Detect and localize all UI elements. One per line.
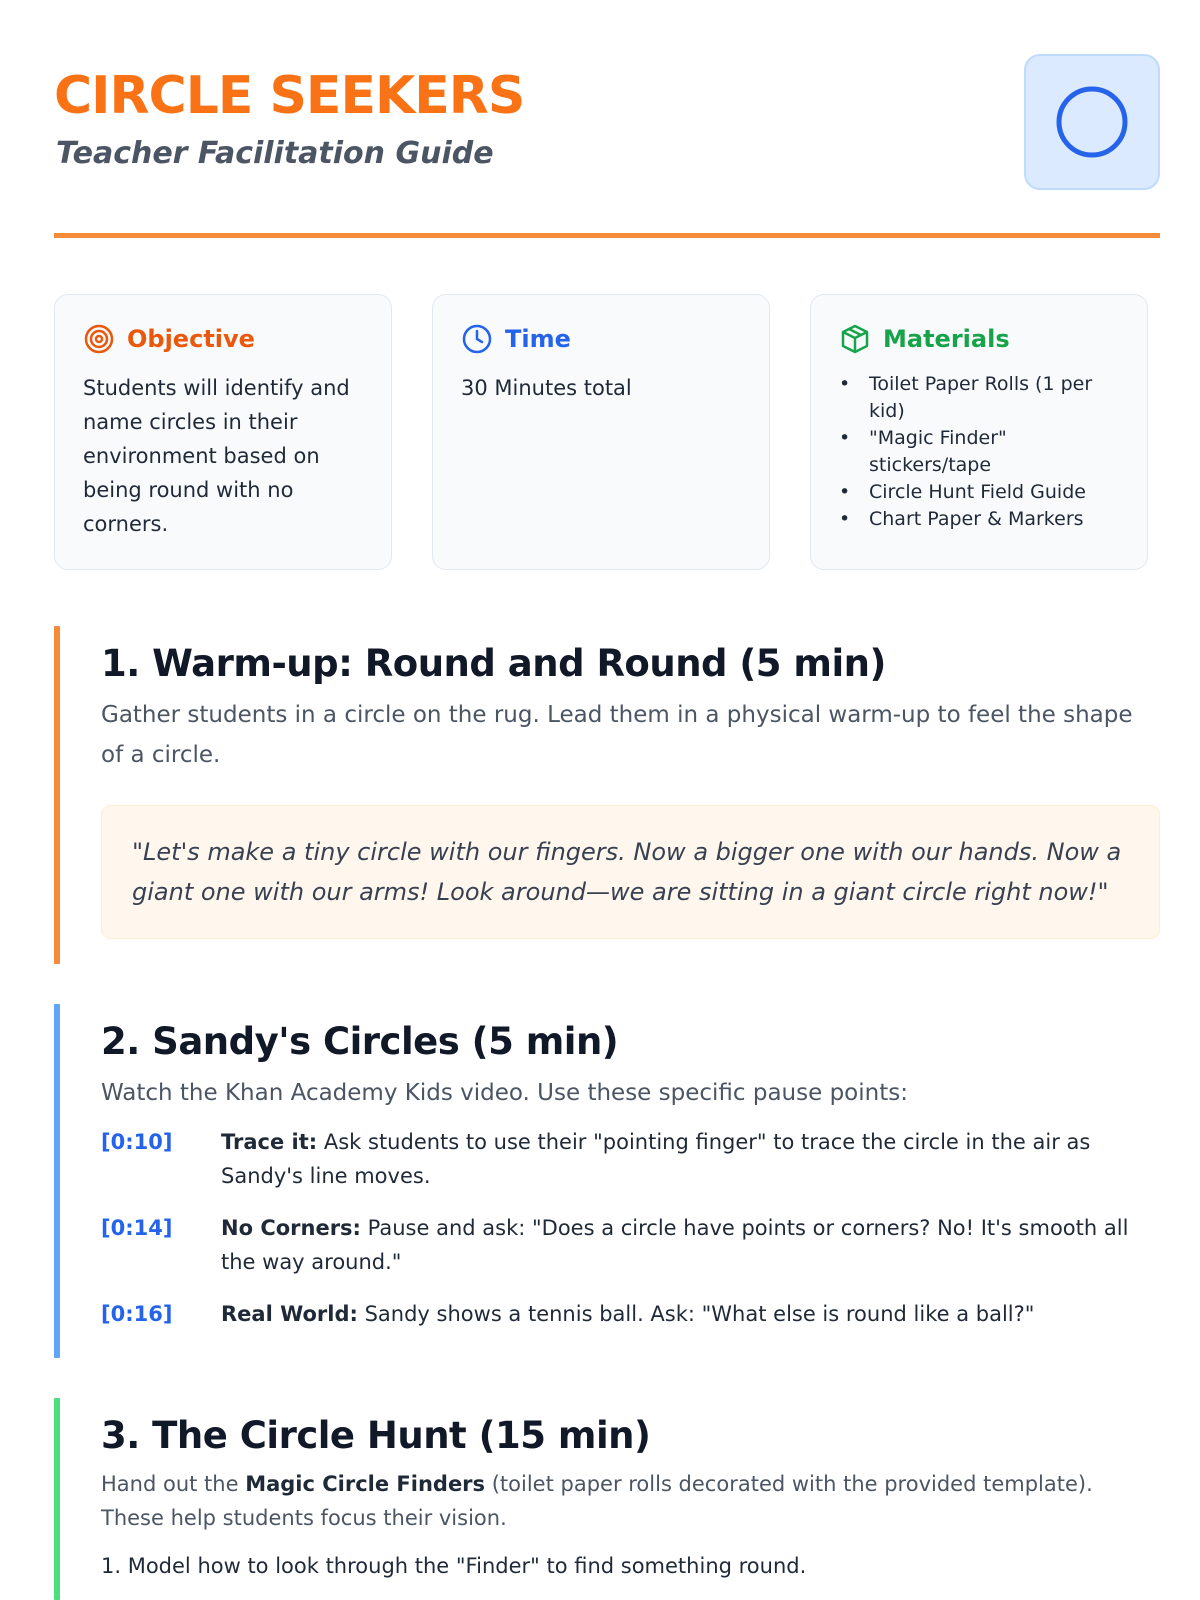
section-text: Gather students in a circle on the rug. Lead them in a physical warm-up to feel the shape of a circle. [101,702,1133,768]
section-hunt [54,1398,1160,1600]
teacher-script-quote: "Let's make a tiny circle with our fingers. Now a bigger one with our hands. Now a giant one with our arms! Look around—we are sitting in a giant circle right now!" [101,805,1160,939]
header [54,0,1160,236]
section-text: Watch the Khan Academy Kids video. Use these specific pause points: [101,1080,908,1106]
section-accent-bar [54,1398,60,1600]
hunt-step: 1. Model how to look through the "Finder" to find something round. [101,1554,807,1578]
section-accent-bar [54,626,60,964]
timestamp: [0:16] [101,1302,173,1326]
list-item: • Toilet Paper Rolls (1 per kid) [839,371,1121,425]
clock-icon [461,323,493,355]
time-text: 30 Minutes total [461,376,632,400]
section-title: 1. Warm-up: Round and Round (5 min) [101,642,886,685]
logo-box [1024,54,1160,190]
section-text: Hand out the Magic Circle Finders (toilet paper rolls decorated with the provided template). These help students focus their vision. [101,1472,1093,1530]
time-card [432,294,770,570]
section-title: 3. The Circle Hunt (15 min) [101,1414,651,1457]
timestamp: [0:10] [101,1130,173,1154]
time-title: Time [505,325,571,353]
circle-icon [1052,82,1132,162]
header-divider [54,233,1160,238]
materials-card [810,294,1148,570]
pause-point-text: No Corners: Pause and ask: "Does a circle have points or corners? No! It's smooth all the way around." [221,1216,1129,1274]
info-cards [54,294,1160,570]
materials-list [839,371,1121,533]
package-icon [839,323,871,355]
section-sandy [54,1004,1160,1358]
target-icon [83,323,115,355]
pause-point-text: Trace it: Ask students to use their "pointing finger" to trace the circle in the air as Sandy's line moves. [221,1130,1091,1188]
objective-title: Objective [127,325,255,353]
objective-text: Students will identify and name circles in their environment based on being round with no corners. [83,376,350,536]
pause-point [101,1211,1160,1279]
pause-point-text: Real World: Sandy shows a tennis ball. Ask: "What else is round like a ball?" [221,1302,1035,1326]
page-subtitle: Teacher Facilitation Guide [56,136,494,171]
page-title: CIRCLE SEEKERS [54,66,525,126]
list-item: • Circle Hunt Field Guide [839,479,1121,506]
materials-title: Materials [883,325,1010,353]
timestamp: [0:14] [101,1216,173,1240]
list-item: • "Magic Finder" stickers/tape [839,425,1121,479]
section-title: 2. Sandy's Circles (5 min) [101,1020,619,1063]
section-warmup [54,626,1160,964]
list-item: • Chart Paper & Markers [839,506,1121,533]
section-accent-bar [54,1004,60,1358]
objective-card [54,294,392,570]
pause-points [101,1125,1160,1331]
pause-point [101,1297,1160,1331]
pause-point [101,1125,1160,1193]
